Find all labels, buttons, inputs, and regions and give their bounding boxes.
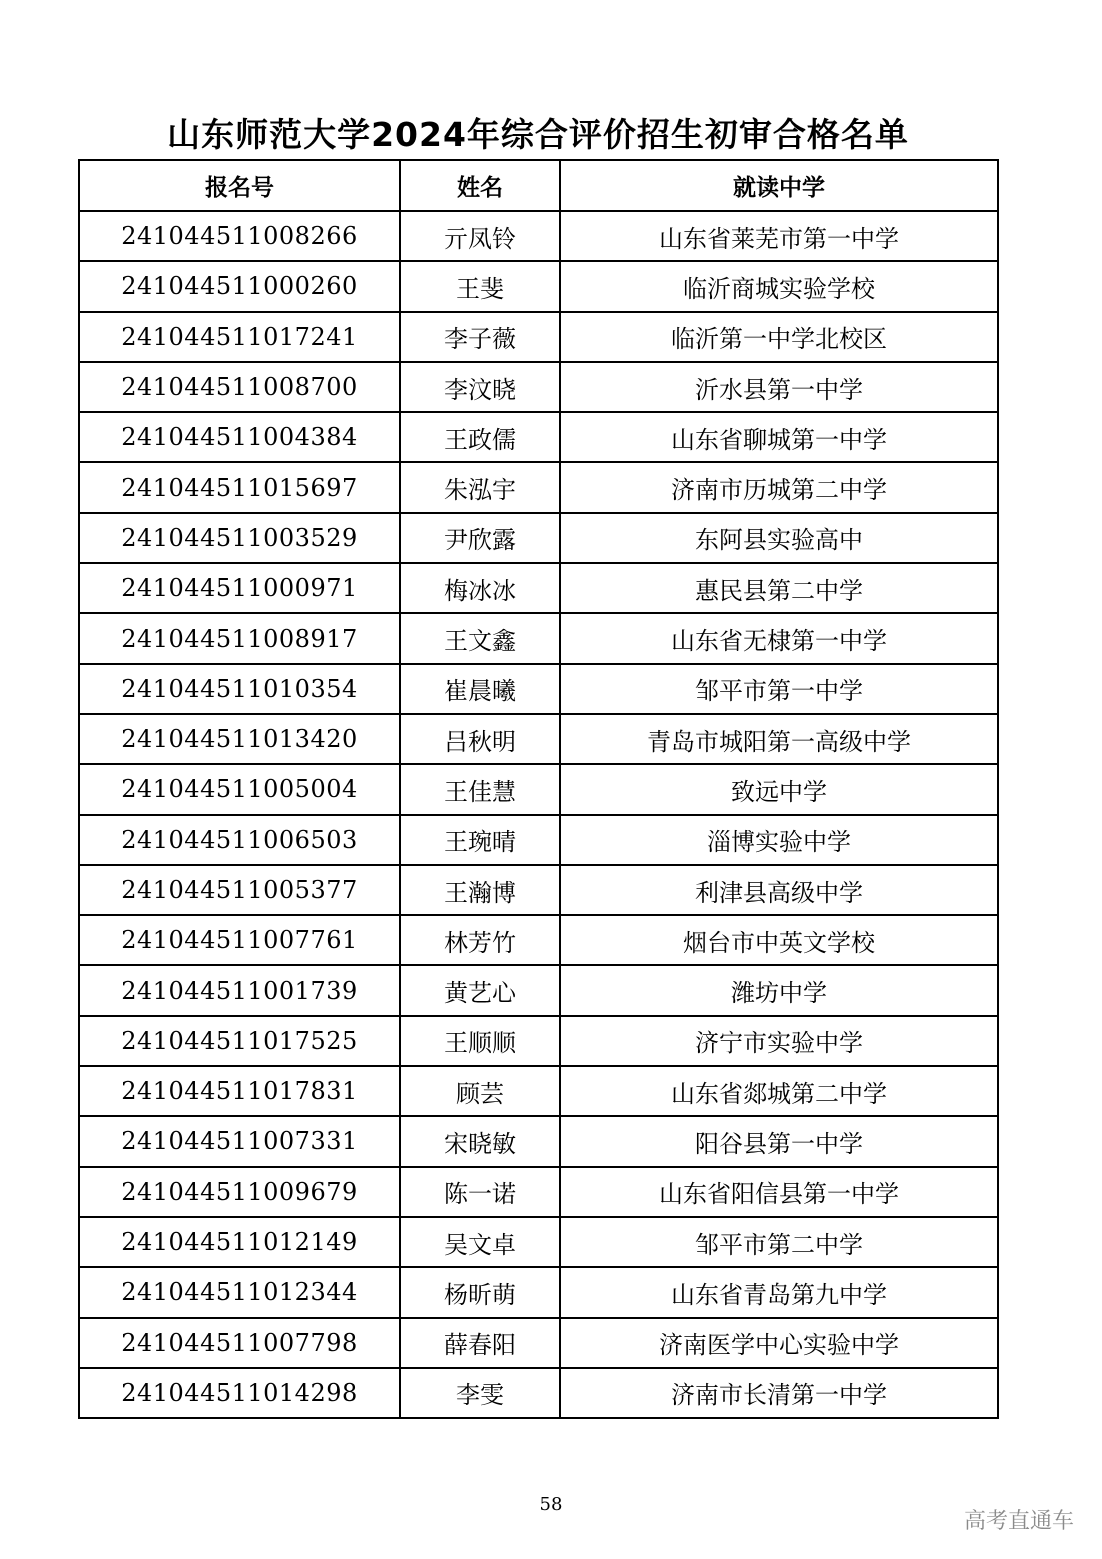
table-row bbox=[79, 1318, 998, 1368]
cell-registration-number: 241044511008917 bbox=[79, 613, 400, 663]
cell-name: 李子薇 bbox=[400, 312, 560, 362]
cell-name: 王瀚博 bbox=[400, 865, 560, 915]
cell-registration-number: 241044511012344 bbox=[79, 1267, 400, 1317]
cell-name: 王政儒 bbox=[400, 412, 560, 462]
table-row bbox=[79, 412, 998, 462]
cell-school: 临沂商城实验学校 bbox=[560, 261, 998, 311]
table-row bbox=[79, 462, 998, 512]
cell-school: 惠民县第二中学 bbox=[560, 563, 998, 613]
cell-name: 杨昕萌 bbox=[400, 1267, 560, 1317]
table-row bbox=[79, 362, 998, 412]
cell-registration-number: 241044511013420 bbox=[79, 714, 400, 764]
table-row bbox=[79, 563, 998, 613]
cell-name: 王文鑫 bbox=[400, 613, 560, 663]
column-header-name: 姓名 bbox=[400, 160, 560, 211]
cell-name: 黄艺心 bbox=[400, 965, 560, 1015]
table-row bbox=[79, 714, 998, 764]
cell-registration-number: 241044511005004 bbox=[79, 764, 400, 814]
cell-name: 陈一诺 bbox=[400, 1167, 560, 1217]
table-row bbox=[79, 1066, 998, 1116]
cell-name: 亓凤铃 bbox=[400, 211, 560, 261]
cell-school: 邹平市第二中学 bbox=[560, 1217, 998, 1267]
cell-school: 山东省聊城第一中学 bbox=[560, 412, 998, 462]
table-row bbox=[79, 1368, 998, 1418]
cell-registration-number: 241044511012149 bbox=[79, 1217, 400, 1267]
cell-registration-number: 241044511000971 bbox=[79, 563, 400, 613]
table-row bbox=[79, 261, 998, 311]
cell-registration-number: 241044511014298 bbox=[79, 1368, 400, 1418]
cell-registration-number: 241044511007761 bbox=[79, 915, 400, 965]
cell-name: 李雯 bbox=[400, 1368, 560, 1418]
table-row bbox=[79, 664, 998, 714]
cell-name: 顾芸 bbox=[400, 1066, 560, 1116]
cell-registration-number: 241044511001739 bbox=[79, 965, 400, 1015]
cell-registration-number: 241044511007798 bbox=[79, 1318, 400, 1368]
watermark-text: 高考直通车 bbox=[963, 1509, 1074, 1534]
cell-school: 利津县高级中学 bbox=[560, 865, 998, 915]
table-row bbox=[79, 1267, 998, 1317]
cell-name: 王琬晴 bbox=[400, 815, 560, 865]
cell-school: 淄博实验中学 bbox=[560, 815, 998, 865]
table-row bbox=[79, 1016, 998, 1066]
table-row bbox=[79, 764, 998, 814]
cell-registration-number: 241044511008266 bbox=[79, 211, 400, 261]
cell-registration-number: 241044511010354 bbox=[79, 664, 400, 714]
page-title: 山东师范大学2024年综合评价招生初审合格名单 bbox=[167, 115, 909, 154]
cell-school: 青岛市城阳第一高级中学 bbox=[560, 714, 998, 764]
cell-school: 临沂第一中学北校区 bbox=[560, 312, 998, 362]
page-number: 58 bbox=[539, 1494, 563, 1515]
cell-school: 济南市历城第二中学 bbox=[560, 462, 998, 512]
cell-school: 山东省无棣第一中学 bbox=[560, 613, 998, 663]
cell-name: 王佳慧 bbox=[400, 764, 560, 814]
cell-name: 李汶晓 bbox=[400, 362, 560, 412]
cell-registration-number: 241044511004384 bbox=[79, 412, 400, 462]
cell-name: 王斐 bbox=[400, 261, 560, 311]
cell-name: 吕秋明 bbox=[400, 714, 560, 764]
cell-name: 薛春阳 bbox=[400, 1318, 560, 1368]
table-body bbox=[79, 211, 998, 1418]
cell-school: 邹平市第一中学 bbox=[560, 664, 998, 714]
cell-name: 梅冰冰 bbox=[400, 563, 560, 613]
cell-registration-number: 241044511000260 bbox=[79, 261, 400, 311]
table-row bbox=[79, 865, 998, 915]
cell-school: 山东省莱芜市第一中学 bbox=[560, 211, 998, 261]
cell-name: 王顺顺 bbox=[400, 1016, 560, 1066]
table-row bbox=[79, 312, 998, 362]
cell-school: 致远中学 bbox=[560, 764, 998, 814]
table-row bbox=[79, 613, 998, 663]
cell-name: 朱泓宇 bbox=[400, 462, 560, 512]
cell-name: 宋晓敏 bbox=[400, 1116, 560, 1166]
table-row bbox=[79, 965, 998, 1015]
cell-registration-number: 241044511005377 bbox=[79, 865, 400, 915]
cell-registration-number: 241044511015697 bbox=[79, 462, 400, 512]
cell-registration-number: 241044511017241 bbox=[79, 312, 400, 362]
cell-registration-number: 241044511017525 bbox=[79, 1016, 400, 1066]
cell-school: 济宁市实验中学 bbox=[560, 1016, 998, 1066]
table-row bbox=[79, 1116, 998, 1166]
cell-school: 东阿县实验高中 bbox=[560, 513, 998, 563]
cell-school: 沂水县第一中学 bbox=[560, 362, 998, 412]
column-header-registration-number: 报名号 bbox=[79, 160, 400, 211]
cell-registration-number: 241044511007331 bbox=[79, 1116, 400, 1166]
table-row bbox=[79, 815, 998, 865]
table-row bbox=[79, 1167, 998, 1217]
table-row bbox=[79, 513, 998, 563]
cell-school: 山东省郯城第二中学 bbox=[560, 1066, 998, 1116]
cell-name: 崔晨曦 bbox=[400, 664, 560, 714]
cell-name: 吴文卓 bbox=[400, 1217, 560, 1267]
cell-school: 山东省青岛第九中学 bbox=[560, 1267, 998, 1317]
cell-school: 济南市长清第一中学 bbox=[560, 1368, 998, 1418]
cell-registration-number: 241044511008700 bbox=[79, 362, 400, 412]
column-header-school: 就读中学 bbox=[560, 160, 998, 211]
cell-school: 山东省阳信县第一中学 bbox=[560, 1167, 998, 1217]
cell-school: 阳谷县第一中学 bbox=[560, 1116, 998, 1166]
cell-registration-number: 241044511017831 bbox=[79, 1066, 400, 1116]
cell-registration-number: 241044511009679 bbox=[79, 1167, 400, 1217]
cell-school: 潍坊中学 bbox=[560, 965, 998, 1015]
table-row bbox=[79, 1217, 998, 1267]
table-row bbox=[79, 915, 998, 965]
cell-name: 林芳竹 bbox=[400, 915, 560, 965]
table-header-row bbox=[79, 160, 998, 211]
cell-school: 烟台市中英文学校 bbox=[560, 915, 998, 965]
cell-registration-number: 241044511003529 bbox=[79, 513, 400, 563]
table-row bbox=[79, 211, 998, 261]
cell-school: 济南医学中心实验中学 bbox=[560, 1318, 998, 1368]
roster-table bbox=[78, 159, 999, 1419]
cell-registration-number: 241044511006503 bbox=[79, 815, 400, 865]
cell-name: 尹欣露 bbox=[400, 513, 560, 563]
